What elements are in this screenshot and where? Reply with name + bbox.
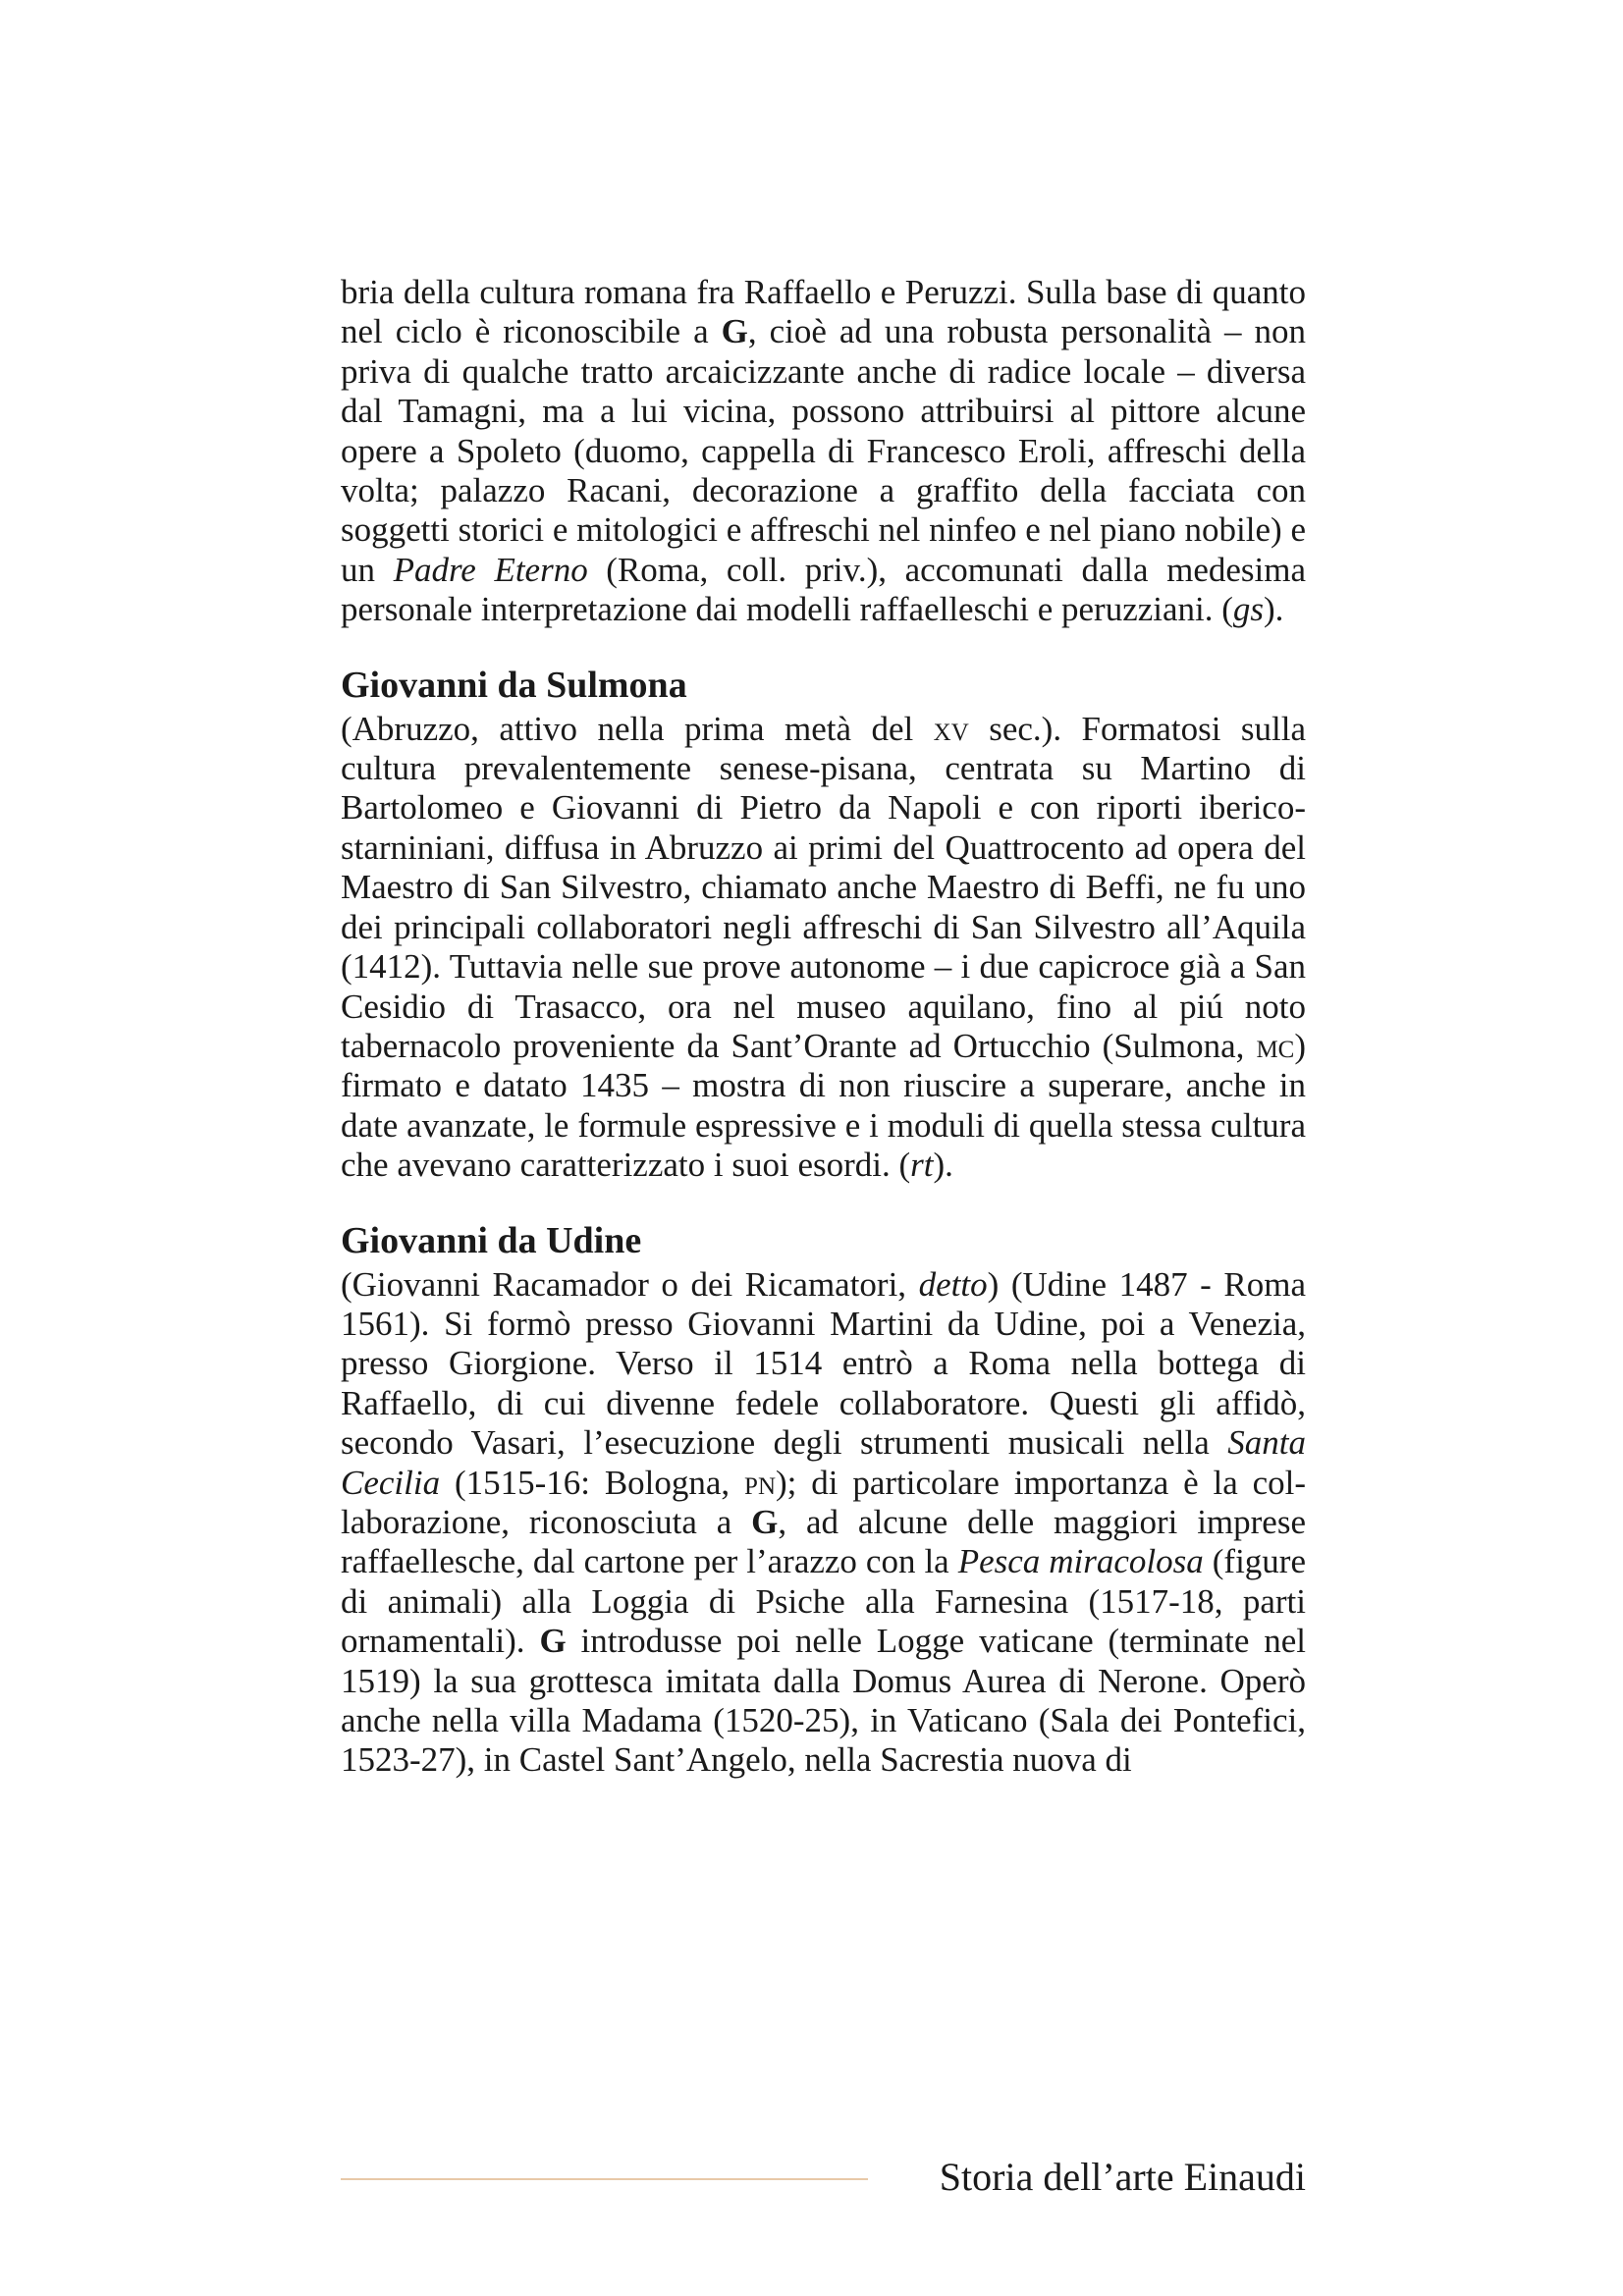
- text-run: sec.). Formatosi sulla cultura prevalentemente senese-pisana, centrata su Martino di Bartolomeo e Giovanni di Pietro da Napoli e con riporti iberico-starniniani, diffusa in Abruzzo ai primi del Quattrocento ad opera del Maestro di San Silvestro, chiamato anche Maestro di Beffi, ne fu uno dei principali collaboratori negli affreschi di San Silvestro all’Aquila (1412). Tuttavia nelle sue prove autonome – i due capicroce già a San Cesidio di Trasacco, ora nel museo aquilano, fino al piú noto tabernacolo proveniente da Sant’Orante ad Ortucchio (Sulmona,: [341, 709, 1306, 1065]
- text-run: (figure di animali) alla Loggia di Psiche alla Farnesina (1517-18, parti ornamentali).: [341, 1542, 1306, 1661]
- text-run: ).: [933, 1146, 953, 1185]
- text-run: , ad alcune delle maggiori imprese raffaellesche, dal cartone per l’arazzo con la: [341, 1502, 1306, 1581]
- bold-text: G: [721, 312, 748, 351]
- text-run: bria della cultura romana fra Raffaello e Peruzzi. Sulla base di quanto nel ciclo è riconoscibile a: [341, 273, 1306, 351]
- entry-text-giovanni-da-udine: [341, 1265, 1306, 1781]
- small-caps-text: mc: [1256, 1026, 1295, 1065]
- footer-rule: [341, 2178, 868, 2180]
- text-column: [341, 273, 1306, 1781]
- text-run: , cioè ad una robusta personalità – non priva di qualche tratto arcaicizzante anche di radice locale – diversa dal Tamagni, ma a lui vicina, possono attribuirsi al pittore alcune opere a Spoleto (duomo, cappella di Francesco Eroli, affreschi della volta; palazzo Racani, decorazione a graffito della facciata con soggetti storici e mitologici e affreschi nel ninfeo e nel piano nobile) e un: [341, 312, 1307, 589]
- text-run: ).: [1264, 590, 1284, 629]
- text-run: introdusse poi nelle Logge vaticane (terminate nel 1519) la sua grottesca imitata dalla Domus Aurea di Nerone. Operò anche nella villa Madama (1520-25), in Vaticano (Sala dei Pontefici, 1523-27), in Castel Sant’Angelo, nella Sacrestia nuova di: [341, 1622, 1306, 1780]
- entry-title-giovanni-da-udine: Giovanni da Udine: [341, 1219, 642, 1261]
- bold-text: G: [539, 1622, 567, 1661]
- bold-text: G: [751, 1502, 779, 1541]
- entry-title-giovanni-da-sulmona: Giovanni da Sulmona: [341, 664, 687, 706]
- text-run: (Abruzzo, attivo nella prima metà del: [341, 709, 934, 748]
- text-run: (Giovanni Racamador o dei Ricamatori,: [341, 1264, 919, 1304]
- text-run: ) (Udine 1487 - Roma 1561). Si formò presso Giovanni Martini da Udine, poi a Venezia, presso Giorgione. Verso il 1514 entrò a Roma nella bottega di Raffaello, di cui divenne fedele collaboratore. Questi gli affidò, secondo Vasari, l’esecuzione degli strumenti musicali nella: [341, 1264, 1306, 1463]
- small-caps-text: xv: [933, 709, 969, 748]
- text-run: (1515-16: Bologna,: [440, 1463, 745, 1502]
- entry-text-giovanni-da-sulmona: [341, 710, 1306, 1186]
- small-caps-text: pn: [744, 1463, 777, 1502]
- italic-text: detto: [918, 1264, 988, 1304]
- italic-text: Padre Eterno: [393, 550, 588, 589]
- italic-text: Santa Cecilia: [341, 1423, 1306, 1502]
- italic-text: gs: [1232, 590, 1265, 629]
- text-run: ); di particolare importanza è la collaborazione, riconosciuta a: [341, 1463, 1306, 1541]
- footer-title: Storia dell’arte Einaudi: [939, 2155, 1306, 2199]
- italic-text: rt: [910, 1146, 934, 1185]
- text-run: ) firmato e datato 1435 – mostra di non riuscire a superare, anche in date avanzate, le formule espressive e i moduli di quella stessa cultura che avevano caratterizzato i suoi esordi. (: [341, 1026, 1306, 1185]
- entry-continuation-text: [341, 273, 1306, 630]
- text-run: (Roma, coll. priv.), accomunati dalla medesima personale interpretazione dai modelli raffaelleschi e peruzziani. (: [341, 550, 1307, 629]
- italic-text: Pesca miracolosa: [957, 1542, 1204, 1581]
